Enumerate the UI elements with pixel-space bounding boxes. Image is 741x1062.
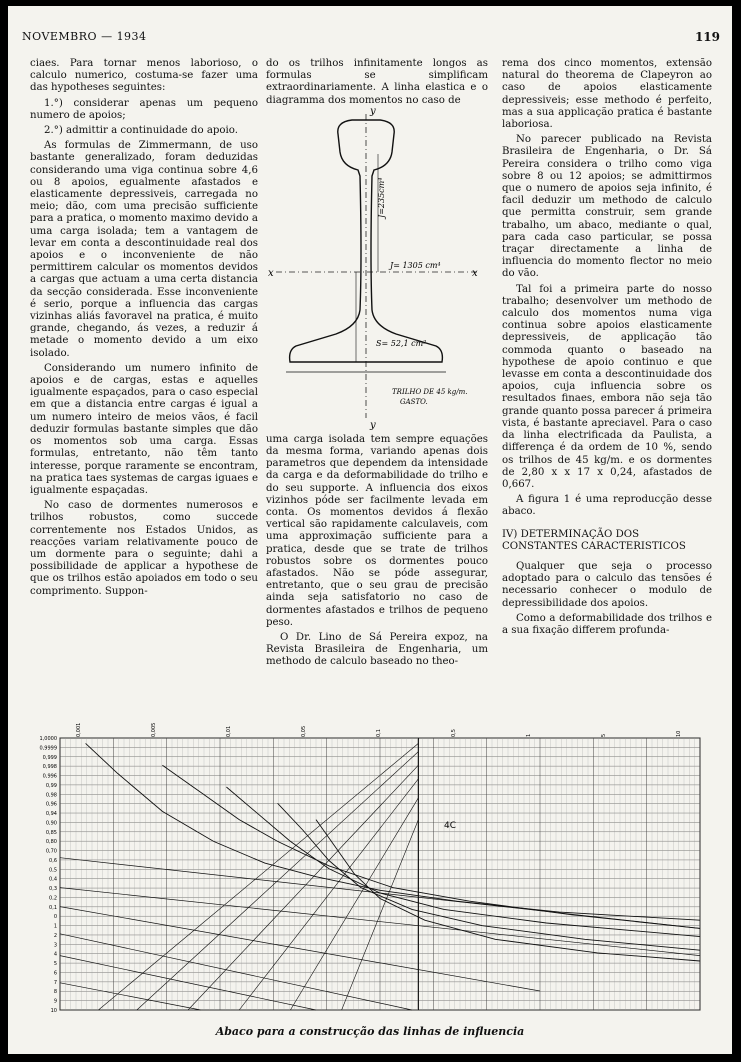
text-column-right [502,58,712,724]
x-tick-label: 1 [526,733,532,737]
x-tick-label: 0,05 [301,725,307,737]
dimension-label: J=235cm⁴ [377,177,386,218]
y-tick-label: 0,9999 [39,745,57,752]
y-tick-label: 0,98 [45,792,57,799]
y-tick-label: 1 [53,923,57,930]
fan-line [188,765,418,1010]
paragraph: Qualquer que seja o processo adoptado para o calculo das tensões é necessario conhecer o modulo de depressibilidade dos apoios. [502,560,712,609]
x-tick-label: 0,5 [451,729,457,737]
y-tick-label: 0,80 [45,839,57,846]
y-tick-label: 1,0000 [39,736,57,742]
y-tick-label: 0 [53,914,57,921]
paragraph: ciaes. Para tornar menos laborioso, o calculo numerico, costuma-se fazer uma das hypotheses seguintes: [30,58,258,94]
rail-caption-line2: GASTO. [400,397,428,406]
paragraph: A figura 1 é uma reproducção desse abaco. [502,494,712,518]
axis-label: x [472,267,478,279]
y-tick-label: 0,85 [45,829,57,836]
paragraph: Considerando um numero infinito de apoios e de cargas, estas e aquelles igualmente espaçados, para o caso especial em que a distancia entre cargas é igual a um numero inteiro de meios vãos, é facil deduzir formulas bastante simples que dão os momentos sob uma carga. Essas formulas, entretanto, não têm tanto interesse, porque raramente se encontram, na pratica taes systemas de cargas iguaes e igualmente espaçadas. [30,362,258,496]
y-tick-label: 4 [53,951,57,958]
x-tick-label: 0,1 [376,729,382,737]
rail-caption-line1: TRILHO DE 45 kg/m. [392,387,468,396]
y-tick-label: 0,4 [49,876,57,883]
chart-annotation: 4C [444,820,457,831]
y-tick-label: 0,90 [45,820,57,827]
page-number: 119 [694,30,720,44]
page-header [18,30,720,48]
parameter-line [60,983,201,1010]
paragraph: As formulas de Zimmermann, de uso bastante generalizado, foram deduzidas considerando uma viga continua sobre 4,6 ou 8 apoios, egualmente afastados e elasticamente depressiveis, carregada no meio; dão, com uma precisão sufficiente para a pratica, o momento maximo devido a uma carga isolada; tem a vantagem de levar em conta a descontinuidade real dos apoios e o inconveniente de não permittirem calcular os momentos devidos a cargas que actuam a uma certa distancia da secção considerada. Esse inconveniente é serio, porque a influencia das cargas vizinhas aliás favoravel na pratica, é muito grande, chegando, ás vezes, a reduzir á metade o momento devido a um eixo isolado. [30,140,258,359]
inertia-label: J= 1305 cm⁴ [390,260,441,270]
fan-line [98,743,418,1010]
rail-section-drawing [266,105,488,431]
influence-curve [278,803,700,950]
y-tick-label: 0,998 [42,764,57,771]
fan-line [137,752,419,1010]
paragraph: Como a deformabilidade dos trilhos e a sua fixação differem profunda- [502,612,712,636]
abaco-chart [34,722,706,1018]
abaco-svg [34,722,706,1018]
text-column-middle [266,58,488,724]
axis-label: y [370,105,376,117]
y-tick-label: 5 [53,961,57,968]
paragraph: No parecer publicado na Revista Brasileira de Engenharia, o Dr. Sá Pereira considera o trilho como viga sobre 8 ou 12 apoios; se admittirmos que o numero de apoios seja infinito, é facil deduzir um methodo de calculo que permitta construir, sem grande trabalho, um abaco, mediante o qual, para cada caso particular, se possa traçar directamente a linha de influencia do momento flector no meio do vão. [502,134,712,280]
paragraph: rema dos cinco momentos, extensão natural do theorema de Clapeyron ao caso de apoios elasticamente depressiveis; esse methodo é perfeito, mas a sua applicação pratica é bastante laboriosa. [502,58,712,131]
rail-section-figure [266,105,488,431]
x-tick-label: 0,005 [151,722,157,737]
y-tick-label: 0,2 [49,895,57,902]
paragraph: O Dr. Lino de Sá Pereira expoz, na Revista Brasileira de Engenharia, um methodo de calculo baseado no theo- [266,632,488,668]
y-tick-label: 6 [53,970,57,977]
influence-curve [226,787,700,937]
y-tick-label: 8 [53,989,57,996]
y-tick-label: 9 [53,998,57,1005]
y-tick-label: 0,1 [49,904,57,911]
x-tick-label: 10 [676,730,682,737]
y-tick-label: 10 [50,1008,57,1014]
paragraph: uma carga isolada tem sempre equações da mesma forma, variando apenas dois parametros que dependem da intensidade da carga e da deformabilidade do trilho e do seu supporte. A influencia dos eixos vizinhos póde ser facilmente levada em conta. Os momentos devidos á flexão vertical são rapidamente calculaveis, com uma approximação sufficiente para a pratica, desde que se trate de trilhos robustos sobre os dormentes pouco afastados. Não se póde assegurar, entretanto, que o seu grau de precisão ainda seja satisfatorio no caso de dormentes afastados e trilhos de pequeno peso. [266,433,488,628]
journal-page [8,6,732,1054]
y-tick-label: 0,5 [49,867,57,874]
issue-date: NOVEMBRO — 1934 [22,30,147,43]
figure-caption: Abaco para a construcção das linhas de influencia [215,1025,525,1038]
text-column-left [30,58,258,724]
y-tick-label: 0,99 [45,782,57,789]
influence-curve [162,765,700,928]
x-tick-label: 0,001 [76,722,82,737]
area-label: S= 52,1 cm² [376,338,427,348]
y-tick-label: 0,999 [42,754,57,761]
paragraph: No caso de dormentes numerosos e trilhos robustos, como succede correntemente nos Estados Unidos, as reacções variam relativamente pouco de um dormente para o seguinte; dahi a possibilidade de applicar a hypothese de que os trilhos estão apoiados em todo o seu comprimento. Suppon- [30,500,258,597]
section-heading: IV) DETERMINAÇÃO DOS CONSTANTES CARACTERISTICOS [502,528,686,552]
y-tick-label: 0,996 [42,773,57,780]
x-tick-label: 5 [601,733,607,737]
axis-label: x [268,267,274,279]
y-tick-label: 0,6 [49,857,57,864]
list-item: 2.°) admittir a continuidade do apoio. [44,125,238,137]
y-tick-label: 0,94 [45,811,57,818]
x-tick-label: 0,01 [226,725,232,737]
paragraph: Tal foi a primeira parte do nosso trabalho; desenvolver um methodo de calculo dos momentos numa viga continua sobre apoios elasticamente depressiveis, de applicação tão commoda quanto o baseado na hypothese de apoio continuo e que levasse em conta a descontinuidade dos apoios, cuja influencia sobre os resultados finaes, embora não seja tão grande quanto possa parecer á primeira vista, é bastante apreciavel. Para o caso da linha electrificada da Paulista, a differença é da ordem de 10 %, sendo os trilhos de 45 kg/m. e os dormentes de 2,80 x x 17 x 0,24, afastados de 0,667. [502,283,712,490]
axis-label: y [370,419,376,431]
y-tick-label: 0,3 [49,886,57,893]
list-item: 1.°) considerar apenas um pequeno numero de apoios; [30,97,258,121]
y-tick-label: 7 [53,979,57,986]
y-tick-label: 3 [53,942,57,949]
y-tick-label: 0,96 [45,801,57,808]
y-tick-label: 0,70 [45,848,57,855]
paragraph: do os trilhos infinitamente longos as formulas se simplificam extraordinariamente. A linha elastica e o diagramma dos momentos no caso de [266,58,488,106]
y-tick-label: 2 [53,932,57,939]
